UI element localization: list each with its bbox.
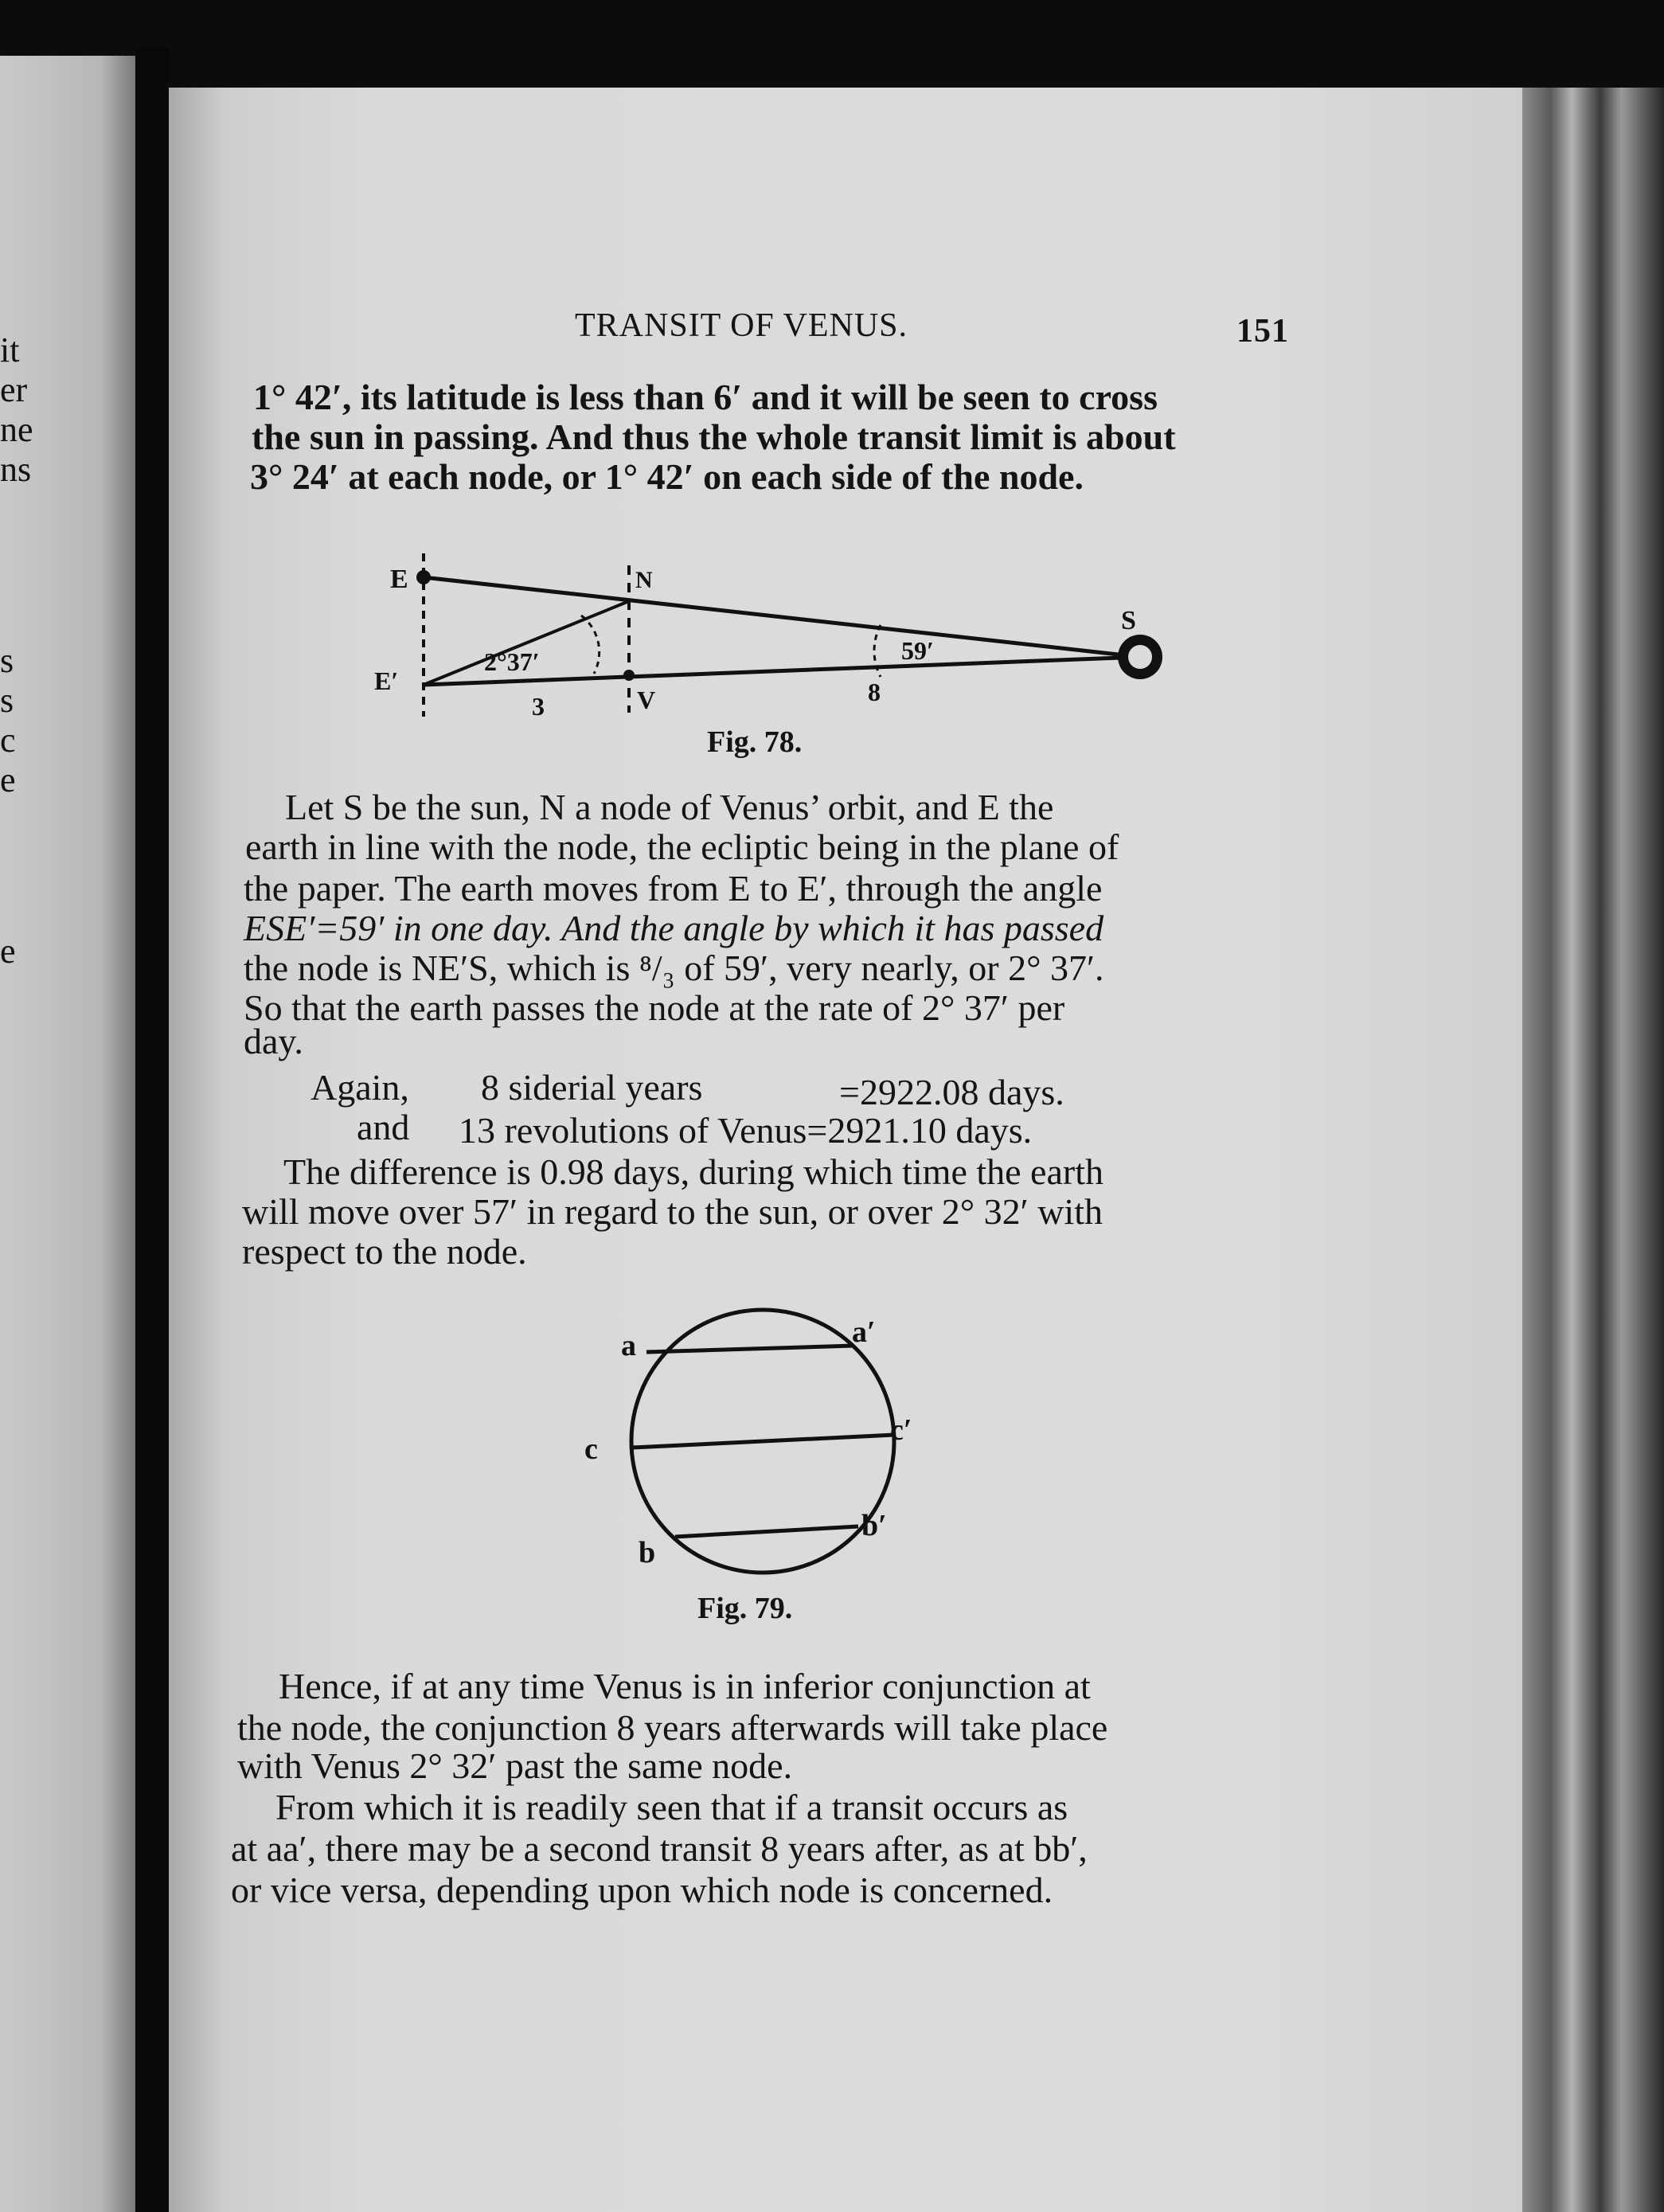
paragraph-2-line: the node is NE′S, which is ⁸/₃ of 59′, very nearly, or 2° 37′. (244, 948, 1104, 988)
paragraph-5-line: From which it is readily seen that if a transit occurs as (275, 1787, 1068, 1827)
fig79-label-a-prime: a′ (852, 1315, 876, 1349)
left-page-fragment: it (0, 330, 20, 369)
paragraph-2-line: So that the earth passes the node at the rate of 2° 37′ per (244, 987, 1065, 1028)
comparison-row-1-value: =2922.08 days. (839, 1072, 1064, 1112)
fig78-sun-center (1128, 645, 1152, 669)
left-page-fragment: ns (0, 450, 32, 489)
fig78-label-3: 3 (532, 692, 545, 721)
fig78-line-e-s (424, 577, 1140, 657)
fig78-label-angle-small: 2°37′ (484, 647, 540, 676)
left-page-fragment: ne (0, 410, 33, 449)
paragraph-2-line: Let S be the sun, N a node of Venus’ orbit, and E the (285, 787, 1054, 827)
page-edges (1522, 88, 1664, 2212)
fig78-label-8: 8 (868, 678, 881, 706)
comparison-row-1-text: 8 siderial years (481, 1067, 703, 1108)
fig78-angle-arc-node (581, 616, 600, 674)
left-page-edge (0, 56, 143, 2212)
paragraph-1-line: the sun in passing. And thus the whole transit limit is about (252, 416, 1176, 457)
fig78-label-angle-sun: 59′ (901, 636, 934, 665)
fig79-chord-bb (675, 1526, 858, 1537)
figure-78-diagram (366, 533, 1194, 725)
left-page-fragment: s (0, 641, 14, 680)
fig79-label-c-prime: c′ (890, 1413, 912, 1447)
paragraph-3-line: respect to the node. (242, 1231, 527, 1272)
paragraph-2-line: ESE′=59′ in one day. And the angle by which it has passed (244, 908, 1104, 948)
paragraph-4-line: with Venus 2° 32′ past the same node. (237, 1745, 793, 1786)
figure-79-caption: Fig. 79. (697, 1592, 793, 1625)
running-header-title: TRANSIT OF VENUS. (575, 307, 908, 344)
paragraph-2-line: the paper. The earth moves from E to E′, through the angle (244, 868, 1103, 909)
fig79-chord-cc (632, 1435, 894, 1448)
book-gutter (135, 48, 169, 2212)
paragraph-3-line: will move over 57′ in regard to the sun, or over 2° 32′ with (242, 1191, 1103, 1232)
fig79-label-b-prime: b′ (861, 1509, 887, 1542)
paragraph-1-line: 3° 24′ at each node, or 1° 42′ on each side of the node. (250, 456, 1084, 497)
fig78-label-n: N (635, 567, 653, 593)
paragraph-5-line: at aa′, there may be a second transit 8 years after, as at bb′, (231, 1828, 1088, 1869)
paragraph-3-line: The difference is 0.98 days, during which time the earth (283, 1151, 1103, 1192)
paragraph-2-line: earth in line with the node, the ecliptic being in the plane of (245, 827, 1119, 867)
paragraph-4-line: the node, the conjunction 8 years afterwards will take place (237, 1707, 1108, 1748)
fig79-label-b: b (639, 1536, 656, 1569)
figure-79-diagram (573, 1282, 939, 1585)
paragraph-4-line: Hence, if at any time Venus is in inferior conjunction at (279, 1666, 1091, 1706)
fig79-chord-aa (646, 1346, 853, 1352)
fig79-label-a: a (621, 1329, 636, 1362)
fig78-label-v: V (637, 686, 656, 714)
fig79-label-c: c (584, 1432, 598, 1466)
comparison-row-1-label: Again, (311, 1067, 409, 1108)
fig78-label-s: S (1121, 606, 1136, 635)
left-page-fragment: c (0, 721, 16, 760)
scan-top-shadow (0, 0, 1664, 96)
left-page-fragment: e (0, 760, 16, 799)
left-page-fragment: e (0, 932, 16, 971)
left-page-fragment: er (0, 370, 28, 409)
fig78-label-eprime: E′ (374, 666, 399, 695)
comparison-row-2-label: and (357, 1107, 410, 1147)
fig78-label-e: E (390, 565, 408, 594)
page-number: 151 (1236, 313, 1289, 350)
left-page-fragment: s (0, 681, 14, 720)
comparison-row-2-text: 13 revolutions of Venus=2921.10 days. (459, 1110, 1033, 1151)
paragraph-5-line: or vice versa, depending upon which node is concerned. (231, 1870, 1053, 1910)
fig78-point-v (623, 670, 635, 681)
paragraph-2-line: day. (244, 1021, 303, 1061)
paragraph-1-line: 1° 42′, its latitude is less than 6′ and it will be seen to cross (253, 377, 1158, 417)
figure-78-caption: Fig. 78. (707, 725, 803, 759)
fig78-point-e (416, 570, 431, 584)
